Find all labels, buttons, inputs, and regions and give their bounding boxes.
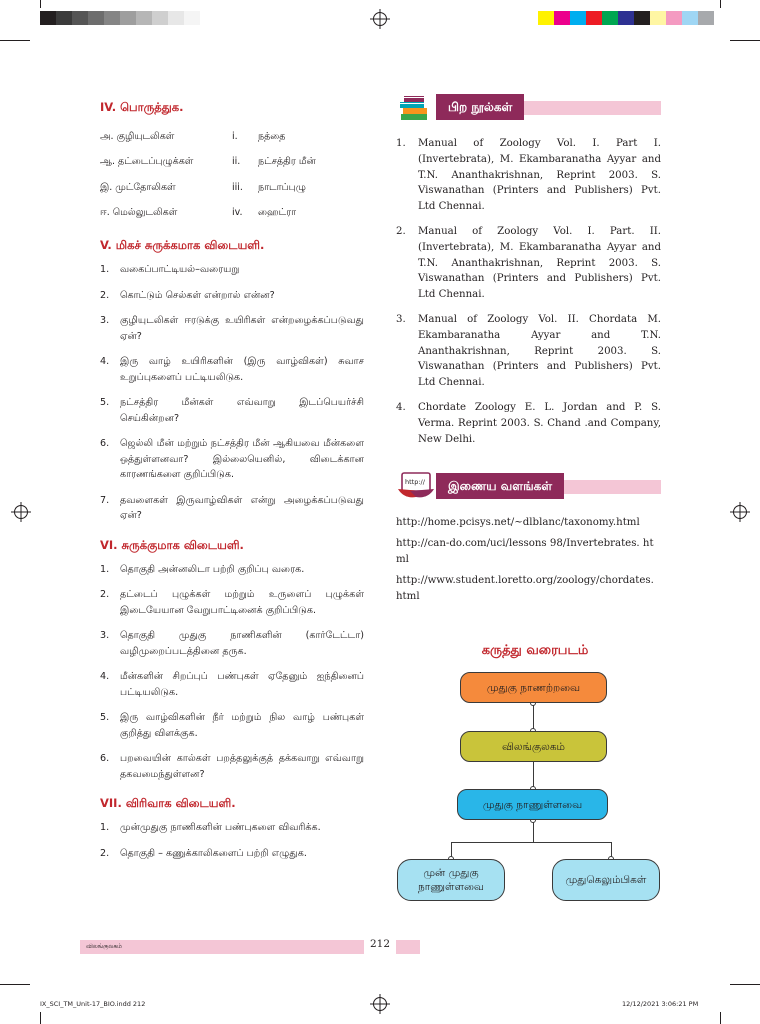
footer-band (80, 940, 364, 954)
crop-mark (730, 984, 760, 985)
gray-swatch (152, 11, 168, 25)
match-left-item: இ. முட்தோலிகள் (100, 181, 176, 193)
color-swatch (554, 11, 570, 25)
references-title: பிற நூல்கள் (436, 94, 524, 120)
exercise-column (100, 100, 364, 871)
match-row (100, 201, 364, 227)
question-item: 6. ஜெல்லி மீன் மற்றும் நட்சத்திர மீன் ஆகியவை மீன்களை ஒத்துள்ளனவா? இல்லையெனில், விடைக்கான காரணங்களை குறிப்பிடுக. (100, 438, 364, 480)
match-row (100, 175, 364, 201)
color-swatch (538, 11, 554, 25)
gray-swatch (56, 11, 72, 25)
match-right-item: நட்சத்திர மீன் (258, 156, 316, 168)
match-numeral: ii. (232, 156, 241, 168)
concept-map-title: கருத்து வரைபடம் (481, 643, 589, 658)
gray-swatch (40, 11, 56, 25)
reference-list (396, 136, 661, 447)
match-left-item: ஆ. தட்டைப்புழுக்கள் (100, 156, 194, 168)
connector-line (533, 820, 534, 842)
question-list (100, 562, 364, 783)
section-v-title: V. மிகச் சுருக்கமாக விடையளி. (100, 238, 265, 252)
node-chordates: முதுகு நாணுள்ளவை (457, 789, 608, 820)
crop-mark (40, 1012, 41, 1024)
references-header (396, 92, 661, 124)
color-swatch (698, 11, 714, 25)
color-swatch (618, 11, 634, 25)
page-number: 212 (369, 938, 391, 950)
crop-mark (720, 0, 721, 8)
question-item: 1. முன்முதுகு நாணிகளின் பண்புகளை விவரிக்க. (100, 822, 321, 833)
reference-item: 4. Chordate Zoology E. L. Jordan and P. S. Verma. Reprint 2003. S. Chand .and Company, New Delhi. (396, 401, 661, 445)
web-icon (396, 469, 436, 501)
gray-swatch (184, 11, 200, 25)
chapter-name: விலங்குலகம் (86, 943, 123, 950)
node-invertebrates: முதுகு நாணற்றவை (460, 672, 607, 703)
question-list (100, 262, 364, 524)
match-table (100, 124, 364, 226)
node-protochordates: முன் முதுகு நாணுள்ளவை (397, 859, 505, 901)
question-item: 2. கொட்டும் செல்கள் என்றால் என்ன? (100, 289, 275, 301)
match-numeral: i. (232, 130, 238, 142)
match-right-item: நாடாப்புழு (258, 181, 306, 193)
crop-mark (0, 40, 30, 41)
question-item: 6. பறவையின் கால்கள் பறத்தலுக்குத் தக்கவாறு எவ்வாறு தகவமைந்துள்ளன? (100, 753, 364, 780)
match-right-item: ஹைட்ரா (258, 207, 297, 219)
books-icon (398, 92, 430, 122)
gray-swatch (120, 11, 136, 25)
web-icon-text: http:// (405, 478, 425, 487)
color-swatch (634, 11, 650, 25)
web-link-list (396, 515, 661, 605)
question-item: 4. மீன்களின் சிறப்புப் பண்புகள் ஏதேனும் ஐந்தினைப் பட்டியலிடுக. (100, 671, 364, 698)
gray-swatch (88, 11, 104, 25)
connector-line (451, 842, 612, 843)
section-vi-title: VI. சுருக்குமாக விடையளி. (100, 537, 244, 552)
gray-swatch (136, 11, 152, 25)
color-swatch (650, 11, 666, 25)
web-header (396, 471, 661, 503)
connector-line (533, 762, 534, 789)
match-left-item: அ. குழியுடலிகள் (100, 130, 175, 142)
web-link[interactable]: http://www.student.loretto.org/zoology/chordates. html (396, 575, 654, 603)
match-numeral: iii. (232, 181, 243, 193)
registration-mark-icon (14, 505, 28, 519)
question-item: 5. நட்சத்திர மீன்கள் எவ்வாறு இடப்பெயர்ச்சி செய்கின்றன? (100, 397, 364, 424)
question-item: 3. தொகுதி முதுகு நாணிகளின் (கார்டேட்டா) வழிமுறைப்படத்தினை தருக. (100, 630, 364, 657)
section-vii-title: VII. விரிவாக விடையளி. (100, 796, 236, 810)
color-swatch (666, 11, 682, 25)
connector-line (533, 703, 534, 731)
section-iv-title: IV. பொருத்துக. (100, 100, 184, 114)
reference-item: 1. Manual of Zoology Vol. I. Part I. (Invertebrata), M. Ekambaranatha Ayyar and T.N. Ananthakrishnan, Reprint 2003. S. Viswanathan (Printers and Publishers) Pvt. Ltd Chennai. (396, 138, 661, 213)
crop-mark (0, 984, 30, 985)
gray-swatch (104, 11, 120, 25)
web-link[interactable]: http://home.pcisys.net/~dlblanc/taxonomy.html (396, 517, 640, 529)
color-swatch (586, 11, 602, 25)
registration-mark-icon (373, 12, 387, 26)
registration-mark-icon (733, 505, 747, 519)
question-item: 3. குழியுடலிகள் ஈரடுக்கு உயிரிகள் என்றழைக்கப்படுவது ஏன்? (100, 315, 364, 342)
crop-mark (720, 1012, 721, 1024)
node-vertebrates: முதுகெலும்பிகள் (552, 859, 660, 901)
question-item: 2. தொகுதி – கணுக்காலிகளைப் பற்றி எழுதுக. (100, 847, 307, 859)
resources-column (396, 92, 661, 610)
match-numeral: iv. (232, 207, 243, 219)
registration-mark-icon (373, 997, 387, 1011)
match-right-item: நத்தை (258, 130, 286, 142)
color-swatch (682, 11, 698, 25)
match-row (100, 150, 364, 176)
gray-swatch (72, 11, 88, 25)
reference-item: 3. Manual of Zoology Vol. II. Chordata M. Ekambaranatha Ayyar and T.N. Ananthakrishnan, Reprint 2003. S. Viswanathan (Printers and Publishers) Pvt. Ltd Chennai. (396, 313, 661, 389)
question-item: 1. தொகுதி அன்னலிடா பற்றி குறிப்பு வரைக. (100, 563, 305, 575)
question-item: 5. இரு வாழ்விகளின் நீர் மற்றும் நில வாழ் பண்புகள் குறித்து விளக்குக. (100, 712, 364, 739)
question-item: 7. தவளைகள் இருவாழ்விகள் என்று அழைக்கப்படுவது ஏன்? (100, 494, 364, 521)
gray-color-bar (40, 11, 200, 25)
node-animal-kingdom: விலங்குலகம் (460, 731, 607, 762)
cmyk-color-bar (538, 11, 714, 25)
file-slug: IX_SCI_TM_Unit-17_BIO.indd 212 (40, 1000, 146, 1008)
reference-item: 2. Manual of Zoology Vol. I. Part. II. (Invertebrata), M. Ekambaranatha Ayyar and T.N. Ananthakrishnan, Reprint 2003. S. Viswanathan (Printers and Publishers) Pvt. Ltd Chennai. (396, 225, 661, 301)
match-left-item: ஈ. மெல்லுடலிகள் (100, 207, 178, 219)
question-item: 2. தட்டைப் புழுக்கள் மற்றும் உருளைப் புழுக்கள் இடையேயான வேறுபாட்டினைக் குறிப்பிடுக. (100, 589, 364, 616)
crop-mark (730, 40, 760, 41)
color-swatch (570, 11, 586, 25)
match-row (100, 124, 364, 150)
color-swatch (602, 11, 618, 25)
crop-mark (40, 0, 41, 8)
question-item: 4. இரு வாழ் உயிரிகளின் (இரு வாழ்விகள்) சுவாச உறுப்புகளைப் பட்டியலிடுக. (100, 356, 364, 383)
question-list (100, 820, 364, 861)
question-item: 1. வகைப்பாட்டியல்–வரையறு (100, 264, 240, 275)
web-title: இணைய வளங்கள் (436, 473, 564, 499)
print-timestamp: 12/12/2021 3:06:21 PM (622, 1000, 699, 1008)
footer-band (396, 940, 420, 954)
gray-swatch (168, 11, 184, 25)
web-link[interactable]: http://can-do.com/uci/lessons 98/Invertebrates. html (396, 538, 654, 566)
